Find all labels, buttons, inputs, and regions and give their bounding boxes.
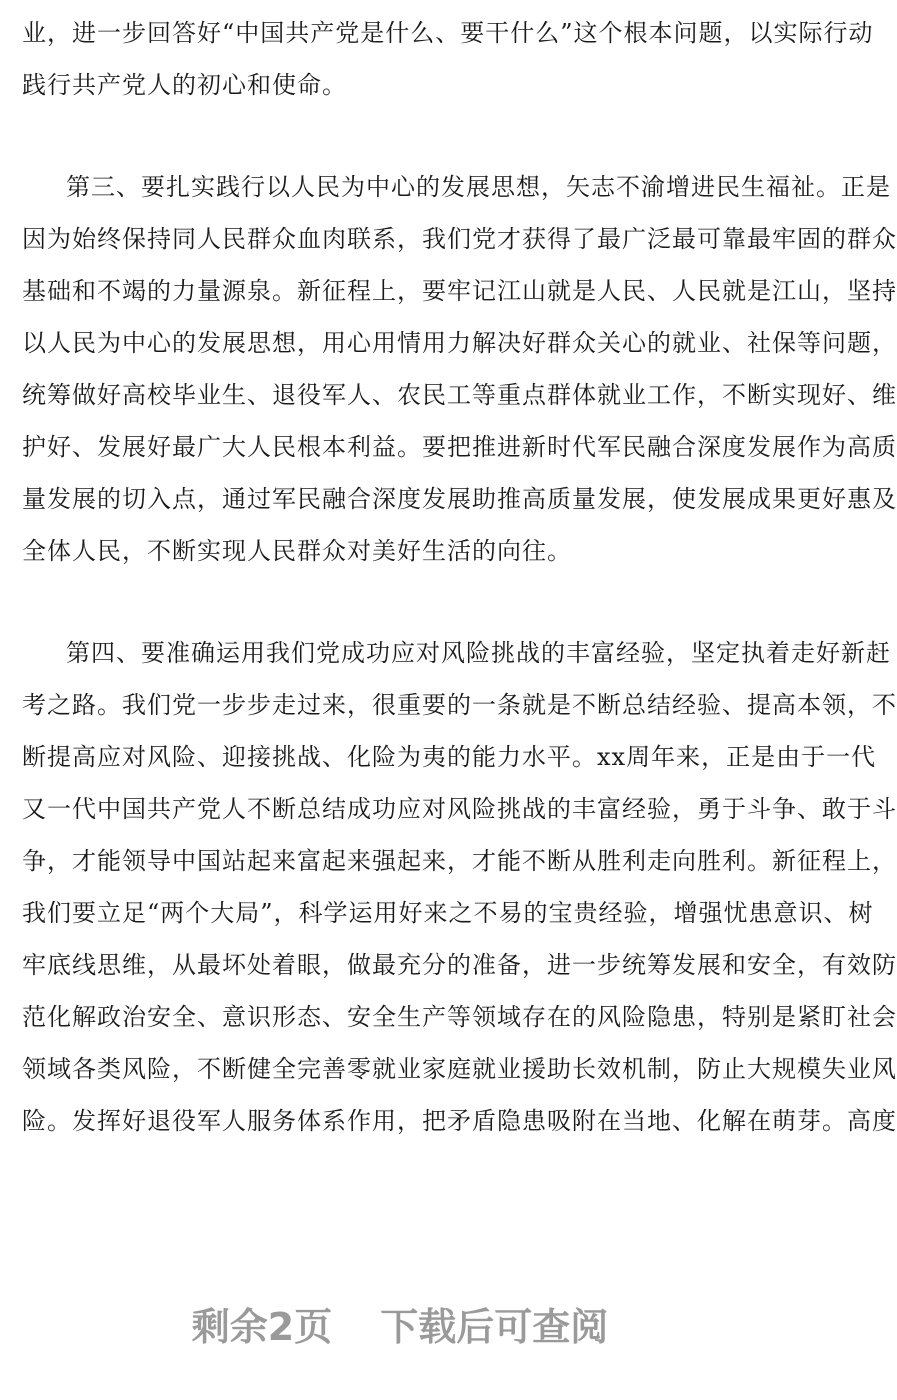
text-line: 以人民为中心的发展思想，用心用情用力解决好群众关心的就业、社保等问题，	[22, 329, 897, 357]
text-line: 业，进一步回答好“中国共产党是什么、要干什么”这个根本问题，以实际行动	[22, 19, 874, 47]
text-line: 第三、要扎实践行以人民为中心的发展思想，矢志不渝增进民生福祉。正是	[66, 173, 891, 201]
text-line: 险。发挥好退役军人服务体系作用，把矛盾隐患吸附在当地、化解在萌芽。高度	[22, 1107, 897, 1135]
download-prompt[interactable]	[0, 1298, 800, 1348]
text-line: 全体人民，不断实现人民群众对美好生活的向往。	[22, 537, 572, 565]
text-line: 争，才能领导中国站起来富起来强起来，才能不断从胜利走向胜利。新征程上，	[22, 847, 897, 875]
text-line: 护好、发展好最广大人民根本利益。要把推进新时代军民融合深度发展作为高质	[22, 433, 897, 461]
text-line: 领域各类风险，不断健全完善零就业家庭就业援助长效机制，防止大规模失业风	[22, 1055, 897, 1083]
remaining-pages-label: 剩余2页	[191, 1304, 333, 1349]
text-line: 断提高应对风险、迎接挑战、化险为夷的能力水平。xx周年来，正是由于一代	[22, 743, 877, 771]
download-to-view-label: 下载后可查阅	[380, 1304, 609, 1349]
text-line: 考之路。我们党一步步走过来，很重要的一条就是不断总结经验、提高本领，不	[22, 691, 897, 719]
text-line: 第四、要准确运用我们党成功应对风险挑战的丰富经验，坚定执着走好新赶	[66, 639, 891, 667]
text-line: 又一代中国共产党人不断总结成功应对风险挑战的丰富经验，勇于斗争、敢于斗	[22, 795, 897, 823]
text-line: 牢底线思维，从最坏处着眼，做最充分的准备，进一步统筹发展和安全，有效防	[22, 951, 897, 979]
text-line: 因为始终保持同人民群众血肉联系，我们党才获得了最广泛最可靠最牢固的群众	[22, 225, 897, 253]
text-line: 统筹做好高校毕业生、退役军人、农民工等重点群体就业工作，不断实现好、维	[22, 381, 897, 409]
text-line: 量发展的切入点，通过军民融合深度发展助推高质量发展，使发展成果更好惠及	[22, 485, 897, 513]
text-line: 基础和不竭的力量源泉。新征程上，要牢记江山就是人民、人民就是江山，坚持	[22, 277, 897, 305]
text-line: 范化解政治安全、意识形态、安全生产等领域存在的风险隐患，特别是紧盯社会	[22, 1003, 897, 1031]
text-line: 我们要立足“两个大局”，科学运用好来之不易的宝贵经验，增强忧患意识、树	[22, 899, 874, 927]
text-line: 践行共产党人的初心和使命。	[22, 71, 347, 99]
